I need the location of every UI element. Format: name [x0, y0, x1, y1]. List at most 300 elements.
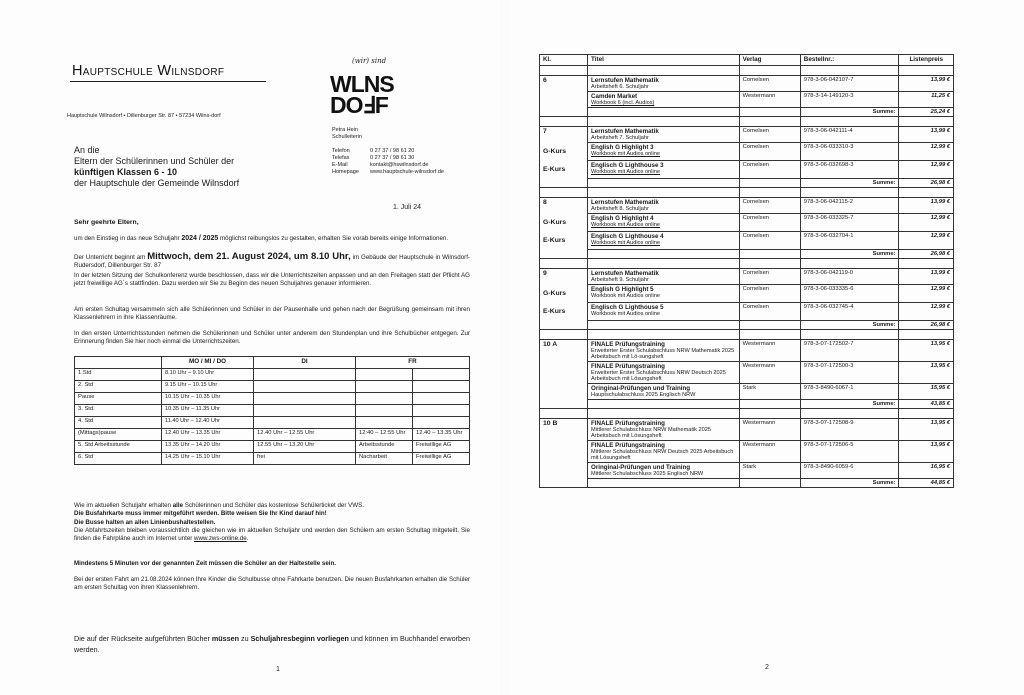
empty-cell — [899, 117, 954, 127]
class-cell — [540, 463, 588, 479]
book-publisher: Cornelsen — [739, 127, 800, 143]
book-publisher: Cornelsen — [739, 303, 800, 321]
title-rule — [70, 81, 266, 82]
book-order-number: 978-3-06-033310-3 — [800, 143, 899, 161]
contact-role: Schulleiterin — [332, 134, 362, 140]
book-order-number: 978-3-14-149120-3 — [800, 92, 899, 108]
book-row — [540, 303, 954, 321]
class-cell — [540, 250, 588, 259]
book-title-cell — [588, 92, 740, 108]
book-order-number: 978-3-06-042107-7 — [800, 76, 899, 92]
school-year: 2024 / 2025 — [181, 235, 219, 242]
empty-cell — [588, 479, 740, 488]
book-name: Lernstufen Mathematik — [591, 77, 659, 84]
schedule-cell: 12:40 – 12:55 Uhr — [356, 429, 413, 441]
book-title-cell — [588, 232, 740, 250]
empty-cell — [588, 179, 740, 188]
book-order-number: 978-3-8490-6067-1 — [800, 384, 899, 400]
contact-label: Telefax — [332, 155, 350, 161]
book-row — [540, 463, 954, 479]
paragraph-first-day: Am ersten Schultag versammeln sich alle Schülerinnen und Schüler in der Pausenhalle und gehen nach der Begrüßung gemeinsam mit ihren Klassenlehrern in ihre Klassenräume. — [74, 306, 470, 322]
book-price: 12,99 € — [899, 303, 954, 321]
book-name: English G Highlight 3 — [591, 144, 654, 151]
schedule-row — [75, 441, 470, 453]
text: Die auf der Rückseite aufgeführten Bücher — [74, 634, 212, 643]
book-publisher: Cornelsen — [739, 161, 800, 179]
schedule-row — [75, 405, 470, 417]
book-row — [540, 92, 954, 108]
schedule-header: MO / MI / DO — [162, 357, 254, 369]
book-publisher: Cornelsen — [739, 143, 800, 161]
book-header-row — [540, 55, 954, 66]
contact-block — [332, 127, 444, 176]
book-name: Lernstufen Mathematik — [591, 128, 659, 135]
book-order-number: 978-3-8490-6059-6 — [800, 463, 899, 479]
spacer-row — [540, 330, 954, 340]
book-price: 13,99 € — [899, 76, 954, 92]
book-price: 12,99 € — [899, 161, 954, 179]
book-row — [540, 232, 954, 250]
letter-page-1 — [0, 0, 500, 695]
school-logo — [330, 71, 394, 118]
header-kl: Kl. — [540, 55, 588, 66]
book-price: 13,95 € — [899, 419, 954, 441]
schedule-cell: 12.40 Uhr – 13.35 Uhr — [162, 429, 254, 441]
sum-value: 44,85 € — [899, 479, 954, 488]
book-publisher: Cornelsen — [739, 269, 800, 285]
sum-label: Summe: — [800, 400, 899, 409]
book-name: Englisch G Lighthouse 4 — [591, 233, 664, 240]
book-price: 12,99 € — [899, 143, 954, 161]
paragraph-conference: In der letzten Sitzung der Schulkonferenz wurde beschlossen, dass wir die Unterrichtszeiten anpassen und an den Freitagen statt der Pflicht AG jetzt freiwillige AG´s stattfinden. Dazu werden wir Sie zu Beginn des neuen Schuljahres genauer informieren. — [74, 272, 470, 288]
schedule-cell: 8.10 Uhr – 9.10 Uhr — [162, 369, 254, 381]
schedule-row — [75, 417, 470, 429]
empty-cell — [899, 259, 954, 269]
book-name: Lernstufen Mathematik — [591, 199, 659, 206]
class-cell — [540, 340, 588, 362]
book-subtitle: Workbook mit Audios online — [591, 169, 660, 175]
text: Schülerinnen und Schüler das kostenlose Schülerticket der VWS. — [183, 502, 364, 509]
book-title-cell — [588, 269, 740, 285]
book-price: 12,99 € — [899, 232, 954, 250]
contact-label: Homepage — [332, 169, 359, 175]
book-subtitle: Workbook mit Audios online — [591, 293, 660, 299]
class-cell — [540, 198, 588, 214]
bus-stops-notice: Die Busse halten an allen Linienbushaltestellen. — [74, 518, 216, 526]
class-label: 8 — [543, 199, 547, 206]
text: alle — [172, 502, 184, 509]
text: müssen — [211, 634, 240, 643]
schedule-cell: 11.40 Uhr – 12.40 Uhr — [162, 417, 254, 429]
sum-label: Summe: — [800, 179, 899, 188]
sum-label: Summe: — [800, 250, 899, 259]
book-subtitle: Workbook mit Audios online — [591, 151, 660, 157]
book-subtitle: Arbeitsheft 6. Schuljahr — [591, 84, 649, 90]
address-line: Eltern der Schülerinnen und Schüler der — [74, 156, 235, 166]
text: möglichst reibungslos zu gestalten, erhalten Sie vorab bereits einige Informationen. — [218, 235, 449, 242]
class-cell — [540, 384, 588, 400]
class-label: 10 B — [543, 420, 558, 427]
text: Schuljahresbeginn vorliegen — [250, 634, 349, 643]
schedule-cell: Nacharbeit — [356, 453, 413, 465]
contact-homepage[interactable]: www.hauptschule-wilnsdorf.de — [370, 169, 444, 175]
book-order-number: 978-3-07-172508-9 — [800, 419, 899, 441]
book-title-cell — [588, 419, 740, 441]
course-label: G-Kurs — [543, 218, 567, 226]
timetable-link[interactable]: www.zws-online.de — [194, 535, 247, 543]
book-name: FINALE Prüfungstraining — [591, 363, 665, 370]
empty-cell — [540, 188, 588, 198]
schedule-cell: 12.40 – 13.35 Uhr — [413, 429, 470, 441]
empty-cell — [800, 66, 899, 76]
empty-cell — [739, 250, 800, 259]
book-publisher: Stark — [739, 463, 800, 479]
class-label: 9 — [543, 270, 547, 277]
schedule-cell: 13.35 Uhr – 14.20 Uhr — [162, 441, 254, 453]
books-note — [74, 633, 474, 655]
text: Die Abfahrtszeiten bleiben voraussichtlich die gleichen wie im aktuellen Schuljahr und werden den Schülern am ersten Schultag mitgeteilt. Sie finden die Fahrpläne auch im Internet unter — [74, 526, 470, 543]
empty-cell — [588, 330, 740, 340]
spacer-row — [540, 188, 954, 198]
empty-cell — [899, 66, 954, 76]
book-publisher: Westermann — [739, 362, 800, 384]
class-label: 7 — [543, 128, 547, 135]
book-subtitle: Arbeitsheft 7. Schuljahr — [591, 135, 649, 141]
schedule-cell: Freiwillige AG — [413, 441, 470, 453]
schedule-period-label: 4. Std — [75, 417, 162, 429]
paragraph-first-ride: Bei der ersten Fahrt am 21.08.2024 können Ihre Kinder die Schulbusse ohne Fahrkarte benutzen. Die neuen Busfahrkarten erhalten die Schüler am ersten Schultag von ihren Klassenlehrern. — [74, 576, 470, 592]
empty-cell — [800, 330, 899, 340]
schedule-cell — [254, 417, 356, 429]
class-cell — [540, 269, 588, 285]
schedule-period-label: 1.Std — [75, 369, 162, 381]
spacer-row — [540, 66, 954, 76]
book-name: English G Highlight 4 — [591, 215, 654, 222]
empty-cell — [800, 188, 899, 198]
book-title-cell — [588, 127, 740, 143]
schedule-header-row — [75, 357, 470, 369]
book-title-cell — [588, 441, 740, 463]
sum-value: 26,98 € — [899, 179, 954, 188]
book-publisher: Stark — [739, 384, 800, 400]
book-name: FINALE Prüfungstraining — [591, 442, 665, 449]
schedule-cell: 12.55 Uhr – 13.20 Uhr — [254, 441, 356, 453]
header-bestellnr: Bestellnr.: — [800, 55, 899, 66]
book-publisher: Westermann — [739, 92, 800, 108]
sum-row — [540, 179, 954, 188]
book-row — [540, 384, 954, 400]
letter-page-2 — [510, 0, 1024, 695]
book-row — [540, 143, 954, 161]
paragraph-intro — [74, 235, 470, 243]
logo-line: DOℲF — [330, 92, 388, 118]
course-label: E-Kurs — [543, 307, 566, 315]
bus-card-notice: Die Busfahrkarte muss immer mitgeführt werden. Bitte weisen Sie Ihr Kind darauf hin! — [74, 510, 327, 518]
empty-cell — [899, 330, 954, 340]
schedule-cell — [413, 393, 470, 405]
minimum-time-note: Mindestens 5 Minuten vor der genannten Zeit müssen die Schüler an der Haltestelle sein. — [74, 560, 337, 567]
schedule-cell: 14.25 Uhr – 15.10 Uhr — [162, 453, 254, 465]
empty-cell — [588, 188, 740, 198]
book-price: 13,99 € — [899, 269, 954, 285]
book-name: Englisch G Lighthouse 3 — [591, 162, 664, 169]
contact-email[interactable]: kontakt@hswilnsdorf.de — [370, 162, 429, 168]
book-title-cell — [588, 340, 740, 362]
book-subtitle: Workbook mit Audios online — [591, 222, 660, 228]
sum-value: 26,98 € — [899, 321, 954, 330]
header-listenpreis: Listenpreis — [899, 55, 954, 66]
schedule-cell — [254, 405, 356, 417]
book-publisher: Cornelsen — [739, 76, 800, 92]
class-cell — [540, 232, 588, 250]
empty-cell — [540, 66, 588, 76]
text: und können im Buchhandel erworben werden. — [74, 634, 470, 654]
text: im Gebäude der Hauptschule in Wilnsdorf-Rudersdorf, Dillenburger Str. 87 — [74, 254, 470, 270]
class-cell — [540, 179, 588, 188]
book-subtitle: Hauptschulabschluss 2025 Englisch NRW — [591, 392, 696, 398]
book-price: 13,95 € — [899, 441, 954, 463]
course-label: G-Kurs — [543, 147, 567, 155]
paragraph-bus-ticket — [74, 502, 470, 543]
contact-row — [332, 148, 444, 155]
paragraph-first-lessons: In den ersten Unterrichtsstunden nehmen die Schülerinnen und Schüler unter anderem den Stundenplan und ihre Schulbücher entgegen. Zur Erinnerung finden Sie hier noch einmal die Unterrichtszeiten. — [74, 330, 470, 346]
book-row — [540, 127, 954, 143]
schedule-cell — [356, 417, 413, 429]
book-title-cell — [588, 161, 740, 179]
header-verlag: Verlag — [739, 55, 800, 66]
book-row — [540, 198, 954, 214]
book-order-number: 978-3-06-042111-4 — [800, 127, 899, 143]
book-name: Oringinal-Prüfungen und Training — [591, 385, 691, 392]
empty-cell — [800, 117, 899, 127]
schedule-cell: 10.35 Uhr – 11.35 Uhr — [162, 405, 254, 417]
class-cell — [540, 161, 588, 179]
class-cell — [540, 92, 588, 108]
sum-row — [540, 108, 954, 117]
sum-row — [540, 479, 954, 488]
contact-label: E-Mail — [332, 162, 348, 168]
book-price: 16,95 € — [899, 463, 954, 479]
schedule-cell — [254, 381, 356, 393]
contact-value: 0 27 37 / 98 61 20 — [370, 148, 415, 154]
sum-label: Summe: — [800, 108, 899, 117]
schedule-table — [74, 356, 470, 465]
book-title-cell — [588, 384, 740, 400]
book-title-cell — [588, 214, 740, 232]
book-price: 12,99 € — [899, 214, 954, 232]
book-subtitle: Workbook 6 (incl. Audios) — [591, 100, 655, 106]
class-cell — [540, 285, 588, 303]
book-subtitle: Mittlerer Schulabschluss NRW Deutsch 2025 Arbeitsbuch mit Lösungsheft — [591, 449, 734, 461]
book-title-cell — [588, 143, 740, 161]
book-subtitle: Mittlerer Schulabschluss 2025 Englisch NRW — [591, 471, 704, 477]
book-order-number: 978-3-06-032704-1 — [800, 232, 899, 250]
empty-cell — [899, 409, 954, 419]
empty-cell — [588, 321, 740, 330]
empty-cell — [739, 321, 800, 330]
schedule-cell: 12.40 Uhr – 12.55 Uhr — [254, 429, 356, 441]
empty-cell — [800, 409, 899, 419]
text: zu — [239, 634, 251, 643]
contact-row — [332, 155, 444, 162]
schedule-period-label: Pause — [75, 393, 162, 405]
text: Der Unterricht beginnt am — [74, 254, 148, 261]
book-row — [540, 161, 954, 179]
book-title-cell — [588, 198, 740, 214]
class-cell — [540, 143, 588, 161]
empty-cell — [739, 108, 800, 117]
book-order-number: 978-3-06-042119-0 — [800, 269, 899, 285]
schedule-cell: Arbeitsstunde — [356, 441, 413, 453]
book-publisher: Westermann — [739, 419, 800, 441]
address-line: An die — [74, 145, 100, 155]
class-cell — [540, 303, 588, 321]
empty-cell — [739, 479, 800, 488]
class-cell — [540, 214, 588, 232]
class-cell — [540, 127, 588, 143]
sum-value: 25,24 € — [899, 108, 954, 117]
schedule-cell: frei — [254, 453, 356, 465]
book-order-number: 978-3-06-033325-7 — [800, 214, 899, 232]
spacer-row — [540, 409, 954, 419]
schedule-cell — [413, 369, 470, 381]
book-name: Englisch G Lighthouse 5 — [591, 304, 664, 311]
schedule-cell — [413, 405, 470, 417]
schedule-row — [75, 381, 470, 393]
book-order-number: 978-3-07-172500-3 — [800, 362, 899, 384]
book-name: FINALE Prüfungstraining — [591, 420, 665, 427]
contact-row — [332, 169, 444, 176]
empty-cell — [739, 409, 800, 419]
address-line: der Hauptschule der Gemeinde Wilnsdorf — [74, 178, 240, 188]
empty-cell — [588, 250, 740, 259]
schedule-cell: 9.15 Uhr – 10.15 Uhr — [162, 381, 254, 393]
text: . — [246, 535, 249, 543]
empty-cell — [588, 66, 740, 76]
empty-cell — [739, 66, 800, 76]
book-price: 13,95 € — [899, 340, 954, 362]
schedule-cell — [413, 417, 470, 429]
book-subtitle: Erweiterter Erster Schulabschluss NRW Mathematik 2025 Arbeitsbuch mit Lö-sungsheft — [591, 348, 735, 360]
book-title-cell — [588, 463, 740, 479]
page-number: 1 — [276, 666, 280, 673]
schedule-cell — [254, 393, 356, 405]
empty-cell — [540, 409, 588, 419]
empty-cell — [588, 409, 740, 419]
book-name: Lernstufen Mathematik — [591, 270, 659, 277]
sender-line: Hauptschule Wilnsdorf • Dillenburger Str. 87 • 57234 Wilns-dorf — [67, 113, 221, 119]
class-cell — [540, 76, 588, 92]
book-price: 13,99 € — [899, 127, 954, 143]
logo-script: (wir) sind — [352, 57, 387, 65]
empty-cell — [739, 179, 800, 188]
schedule-header: DI — [254, 357, 356, 369]
book-price: 13,95 € — [899, 362, 954, 384]
book-title-cell — [588, 362, 740, 384]
book-subtitle: Workbook mit Audios online — [591, 311, 660, 317]
book-title-cell — [588, 285, 740, 303]
schedule-header — [75, 357, 162, 369]
school-title: Hauptschule Wilnsdorf — [72, 63, 225, 79]
empty-cell — [739, 330, 800, 340]
class-cell — [540, 479, 588, 488]
book-publisher: Cornelsen — [739, 214, 800, 232]
schedule-period-label: 2. Std — [75, 381, 162, 393]
schedule-cell: 10.15 Uhr – 10.35 Uhr — [162, 393, 254, 405]
book-row — [540, 340, 954, 362]
book-title-cell — [588, 303, 740, 321]
sum-label: Summe: — [800, 479, 899, 488]
book-row — [540, 419, 954, 441]
book-name: FINALE Prüfungstraining — [591, 341, 665, 348]
empty-cell — [588, 400, 740, 409]
sum-value: 43,85 € — [899, 400, 954, 409]
class-label: 10 A — [543, 341, 558, 348]
book-name: English G Highlight 5 — [591, 286, 654, 293]
book-price: 12,99 € — [899, 285, 954, 303]
start-date: Mittwoch, dem 21. August 2024, um 8.10 Uhr, — [147, 251, 351, 262]
contact-row — [332, 162, 444, 169]
sum-row — [540, 321, 954, 330]
empty-cell — [540, 330, 588, 340]
book-price: 13,99 € — [899, 198, 954, 214]
class-cell — [540, 321, 588, 330]
book-publisher: Westermann — [739, 340, 800, 362]
spacer-row — [540, 117, 954, 127]
schedule-period-label: (Mittags)pause — [75, 429, 162, 441]
schedule-cell — [413, 381, 470, 393]
sum-row — [540, 250, 954, 259]
letter-date: 1. Juli 24 — [393, 204, 422, 211]
class-cell — [540, 441, 588, 463]
schedule-cell — [356, 405, 413, 417]
book-subtitle: Workbook mit Audios online — [591, 240, 660, 246]
recipient-address — [74, 145, 239, 189]
empty-cell — [739, 400, 800, 409]
schedule-header: FR — [356, 357, 470, 369]
empty-cell — [588, 108, 740, 117]
empty-cell — [899, 188, 954, 198]
text: um den Einstieg in das neue Schuljahr — [74, 235, 182, 242]
contact-label: Telefon — [332, 148, 350, 154]
book-order-number: 978-3-07-172502-7 — [800, 340, 899, 362]
empty-cell — [800, 259, 899, 269]
empty-cell — [540, 259, 588, 269]
sum-label: Summe: — [800, 321, 899, 330]
contact-value: 0 27 37 / 98 61 30 — [370, 155, 415, 161]
address-line: künftigen Klassen 6 - 10 — [74, 167, 178, 177]
book-price: 15,95 € — [899, 384, 954, 400]
schedule-row — [75, 453, 470, 465]
book-row — [540, 441, 954, 463]
book-publisher: Westermann — [739, 441, 800, 463]
book-order-number: 978-3-07-172506-5 — [800, 441, 899, 463]
book-subtitle: Mittlerer Schulabschluss NRW Mathematik 2025 Arbeitsbuch mit Lösungsheft — [591, 427, 711, 439]
class-cell — [540, 362, 588, 384]
book-order-number: 978-3-06-033335-6 — [800, 285, 899, 303]
book-row — [540, 285, 954, 303]
schedule-cell — [356, 369, 413, 381]
schedule-row — [75, 369, 470, 381]
logo-line: WLNS — [330, 71, 394, 97]
class-cell — [540, 400, 588, 409]
book-publisher: Cornelsen — [739, 285, 800, 303]
book-subtitle: Arbeitsheft 8. Schuljahr — [591, 206, 649, 212]
class-label: 6 — [543, 77, 547, 84]
empty-cell — [588, 117, 740, 127]
course-label: E-Kurs — [543, 165, 566, 173]
spacer-row — [540, 259, 954, 269]
